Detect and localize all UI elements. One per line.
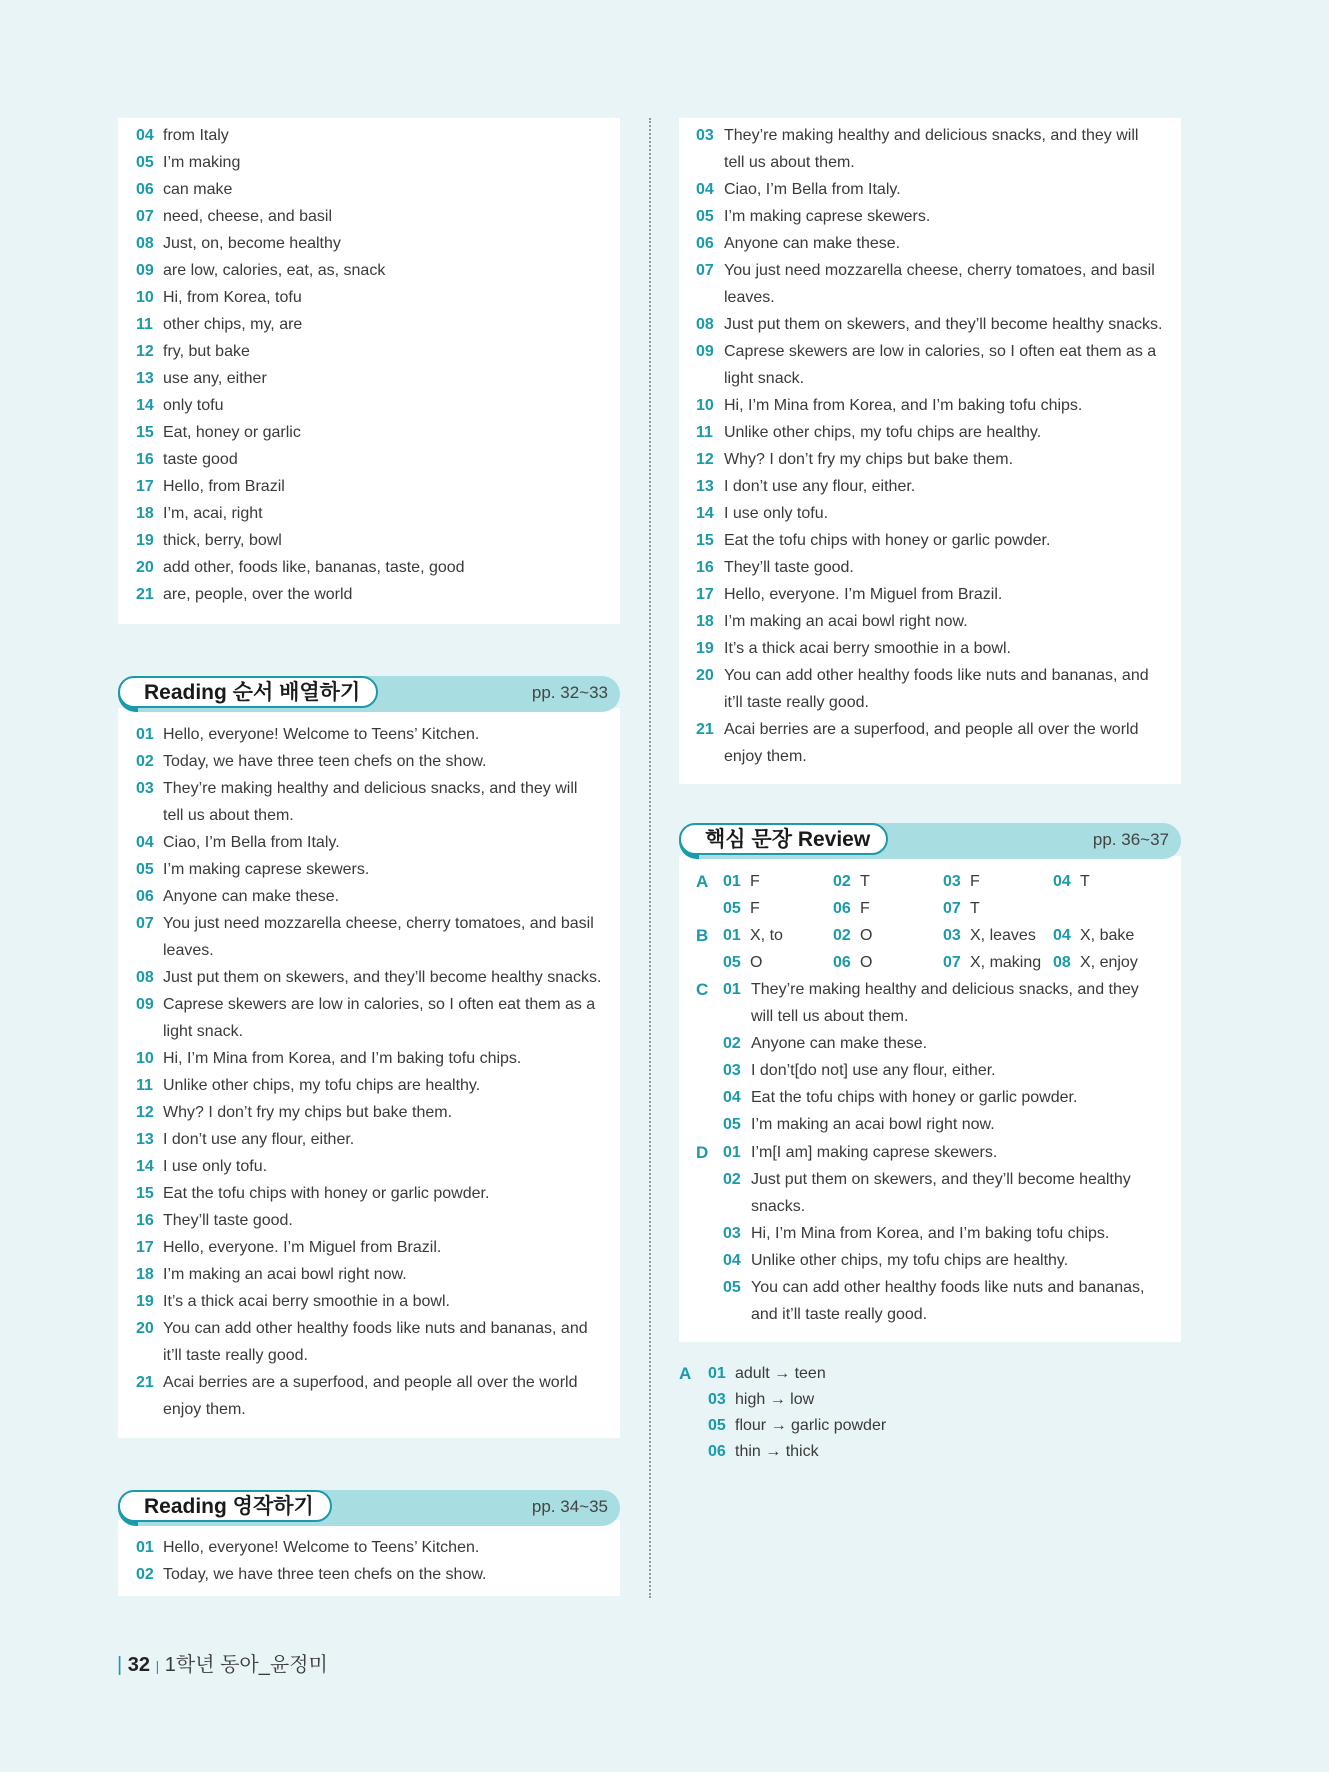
- item-text: Today, we have three teen chefs on the show.: [163, 753, 487, 770]
- answer-number: 04: [1053, 873, 1071, 890]
- answer-number: 01: [723, 873, 741, 890]
- item-number: 04: [696, 181, 714, 198]
- item-text: It’s a thick acai berry smoothie in a bowl.: [724, 640, 1011, 657]
- reading-order-pages: pp. 32~33: [531, 683, 608, 702]
- item-number: 11: [696, 424, 713, 441]
- item-number: 17: [136, 1239, 154, 1256]
- item-text: use any, either: [163, 370, 267, 387]
- section-letter: A: [679, 1364, 692, 1383]
- answer-value: T: [860, 873, 870, 890]
- reading-order-header: [118, 676, 620, 712]
- item-number: 11: [136, 316, 153, 333]
- item-text: Just put them on skewers, and they’ll become healthy snacks.: [163, 969, 602, 986]
- item-text: You can add other healthy foods like nuts and bananas, and: [163, 1320, 588, 1337]
- item-text: need, cheese, and basil: [163, 208, 333, 225]
- item-text: Unlike other chips, my tofu chips are healthy.: [163, 1077, 481, 1094]
- d-text: Unlike other chips, my tofu chips are healthy.: [751, 1252, 1069, 1269]
- item-text: from Italy: [163, 127, 229, 144]
- item-text: They’re making healthy and delicious snacks, and they will: [724, 127, 1139, 144]
- item-number: 20: [136, 1320, 154, 1337]
- item-text: it’ll taste really good.: [163, 1347, 308, 1364]
- item-text: I’m making an acai bowl right now.: [724, 613, 968, 630]
- answer-value: O: [750, 954, 763, 971]
- item-number: 01: [136, 726, 154, 743]
- item-text: only tofu: [163, 397, 224, 414]
- item-number: 03: [696, 127, 714, 144]
- item-number: 04: [136, 834, 154, 851]
- item-text: Caprese skewers are low in calories, so I often eat them as a: [724, 343, 1157, 360]
- item-number: 18: [696, 613, 714, 630]
- d-number: 01: [723, 1144, 741, 1161]
- item-text: it’ll taste really good.: [724, 694, 869, 711]
- item-number: 18: [136, 505, 154, 522]
- item-text: Hello, everyone. I’m Miguel from Brazil.: [163, 1239, 442, 1256]
- item-text: leaves.: [724, 289, 775, 306]
- answer-number: 08: [1053, 954, 1071, 971]
- item-number: 14: [136, 1158, 154, 1175]
- item-number: 04: [136, 127, 154, 144]
- item-number: 19: [696, 640, 714, 657]
- item-number: 15: [136, 424, 154, 441]
- item-text: are low, calories, eat, as, snack: [163, 262, 386, 279]
- c-number: 04: [723, 1089, 741, 1106]
- answer-value: X, bake: [1080, 927, 1135, 944]
- item-text: I’m, acai, right: [163, 505, 263, 522]
- item-number: 07: [136, 915, 154, 932]
- item-number: 01: [136, 1539, 154, 1556]
- item-text: I’m making caprese skewers.: [163, 861, 370, 878]
- answer-value: F: [750, 873, 760, 890]
- item-text: enjoy them.: [724, 748, 807, 765]
- item-text: You can add other healthy foods like nuts and bananas, and: [724, 667, 1149, 684]
- item-text: Anyone can make these.: [163, 888, 340, 905]
- item-number: 05: [696, 208, 714, 225]
- item-number: 01: [708, 1365, 726, 1382]
- d-text: I’m[I am] making caprese skewers.: [751, 1144, 998, 1161]
- item-number: 12: [136, 1104, 154, 1121]
- item-number: 16: [136, 451, 154, 468]
- answer-number: 02: [833, 927, 851, 944]
- item-number: 06: [708, 1443, 726, 1460]
- item-text: Just put them on skewers, and they’ll become healthy snacks.: [724, 316, 1163, 333]
- item-number: 07: [136, 208, 154, 225]
- d-text: snacks.: [751, 1198, 806, 1215]
- c-text: I don’t[do not] use any flour, either.: [751, 1062, 996, 1079]
- item-text: Acai berries are a superfood, and people all over the world: [724, 721, 1139, 738]
- item-number: 17: [696, 586, 714, 603]
- item-text: I use only tofu.: [724, 505, 829, 522]
- answer-number: 04: [1053, 927, 1071, 944]
- item-text: tell us about them.: [724, 154, 855, 171]
- answer-value: X, enjoy: [1080, 954, 1138, 971]
- item-text: Hi, from Korea, tofu: [163, 289, 302, 306]
- item-number: 15: [696, 532, 714, 549]
- item-text: Hello, everyone! Welcome to Teens’ Kitchen.: [163, 1539, 480, 1556]
- item-text: Anyone can make these.: [724, 235, 901, 252]
- item-text: light snack.: [163, 1023, 244, 1040]
- answer-value: X, leaves: [970, 927, 1036, 944]
- answer-number: 03: [943, 873, 961, 890]
- item-number: 19: [136, 1293, 154, 1310]
- item-text: Today, we have three teen chefs on the show.: [163, 1566, 487, 1583]
- c-number: 01: [723, 981, 741, 998]
- item-number: 13: [136, 1131, 154, 1148]
- item-number: 17: [136, 478, 154, 495]
- item-text: Caprese skewers are low in calories, so I often eat them as a: [163, 996, 596, 1013]
- item-text: high → low: [735, 1391, 815, 1408]
- answer-number: 03: [943, 927, 961, 944]
- item-text: You just need mozzarella cheese, cherry tomatoes, and basil: [724, 262, 1155, 279]
- answer-number: 01: [723, 927, 741, 944]
- answer-number: 06: [833, 900, 851, 917]
- item-number: 19: [136, 532, 154, 549]
- item-number: 08: [136, 235, 154, 252]
- item-text: They’ll taste good.: [163, 1212, 293, 1229]
- column-divider: [649, 118, 651, 1598]
- item-text: Unlike other chips, my tofu chips are healthy.: [724, 424, 1042, 441]
- item-number: 18: [136, 1266, 154, 1283]
- review-pages: pp. 36~37: [1092, 830, 1169, 849]
- item-text: I don’t use any flour, either.: [163, 1131, 355, 1148]
- item-number: 11: [136, 1077, 153, 1094]
- footer-bar: |: [117, 1654, 123, 1676]
- item-text: Just, on, become healthy: [163, 235, 341, 252]
- item-number: 16: [696, 559, 714, 576]
- item-text: Hello, everyone. I’m Miguel from Brazil.: [724, 586, 1003, 603]
- item-number: 09: [136, 262, 154, 279]
- c-text: will tell us about them.: [751, 1008, 909, 1025]
- d-text: You can add other healthy foods like nuts and bananas,: [751, 1279, 1145, 1296]
- item-number: 14: [136, 397, 154, 414]
- item-text: Hi, I’m Mina from Korea, and I’m baking tofu chips.: [163, 1050, 522, 1067]
- answer-number: 07: [943, 954, 961, 971]
- item-text: Acai berries are a superfood, and people all over the world: [163, 1374, 578, 1391]
- item-text: Why? I don’t fry my chips but bake them.: [724, 451, 1014, 468]
- item-text: adult → teen: [735, 1365, 826, 1382]
- item-text: I’m making an acai bowl right now.: [163, 1266, 407, 1283]
- item-text: Eat, honey or garlic: [163, 424, 301, 441]
- review-header: [679, 823, 1181, 859]
- item-text: I don’t use any flour, either.: [724, 478, 916, 495]
- footer-label: 1학년 동아_윤정미: [164, 1654, 328, 1676]
- c-text: Anyone can make these.: [751, 1035, 928, 1052]
- answer-value: F: [750, 900, 760, 917]
- item-number: 20: [136, 559, 154, 576]
- item-text: Why? I don’t fry my chips but bake them.: [163, 1104, 453, 1121]
- item-text: leaves.: [163, 942, 214, 959]
- answer-value: F: [970, 873, 980, 890]
- d-number: 05: [723, 1279, 741, 1296]
- item-text: flour → garlic powder: [735, 1417, 887, 1434]
- c-number: 05: [723, 1116, 741, 1133]
- c-text: Eat the tofu chips with honey or garlic powder.: [751, 1089, 1078, 1106]
- d-number: 04: [723, 1252, 741, 1269]
- item-text: Hi, I’m Mina from Korea, and I’m baking tofu chips.: [724, 397, 1083, 414]
- item-number: 13: [696, 478, 714, 495]
- item-text: are, people, over the world: [163, 586, 353, 603]
- answer-number: 05: [723, 900, 741, 917]
- item-text: It’s a thick acai berry smoothie in a bowl.: [163, 1293, 450, 1310]
- answer-value: T: [1080, 873, 1090, 890]
- item-text: Hello, from Brazil: [163, 478, 285, 495]
- section-letter-a: A: [696, 872, 709, 891]
- item-number: 06: [136, 888, 154, 905]
- item-text: fry, but bake: [163, 343, 250, 360]
- page-number: 32: [127, 1654, 151, 1676]
- d-text: Hi, I’m Mina from Korea, and I’m baking tofu chips.: [751, 1225, 1110, 1242]
- item-text: light snack.: [724, 370, 805, 387]
- answer-value: O: [860, 927, 873, 944]
- item-number: 12: [136, 343, 154, 360]
- item-number: 03: [136, 780, 154, 797]
- answer-value: O: [860, 954, 873, 971]
- item-number: 21: [696, 721, 714, 738]
- answer-number: 07: [943, 900, 961, 917]
- item-number: 05: [136, 861, 154, 878]
- item-number: 14: [696, 505, 714, 522]
- item-number: 06: [136, 181, 154, 198]
- item-number: 05: [136, 154, 154, 171]
- reading-writing-title: Reading 영작하기: [118, 1490, 332, 1522]
- item-text: enjoy them.: [163, 1401, 246, 1418]
- item-number: 16: [136, 1212, 154, 1229]
- item-number: 10: [696, 397, 714, 414]
- item-number: 10: [136, 1050, 154, 1067]
- item-text: tell us about them.: [163, 807, 294, 824]
- item-text: They’re making healthy and delicious snacks, and they will: [163, 780, 578, 797]
- answer-value: X, to: [750, 927, 783, 944]
- c-number: 03: [723, 1062, 741, 1079]
- section-letter-d: D: [696, 1143, 709, 1162]
- footer-bar: |: [155, 1658, 160, 1674]
- c-number: 02: [723, 1035, 741, 1052]
- item-text: add other, foods like, bananas, taste, good: [163, 559, 465, 576]
- page-footer: [117, 1652, 328, 1679]
- reading-writing-pages: pp. 34~35: [531, 1497, 608, 1516]
- c-text: They’re making healthy and delicious snacks, and they: [751, 981, 1139, 998]
- item-text: thick, berry, bowl: [163, 532, 282, 549]
- item-number: 15: [136, 1185, 154, 1202]
- item-text: I’m making: [163, 154, 241, 171]
- item-text: can make: [163, 181, 233, 198]
- item-text: Eat the tofu chips with honey or garlic powder.: [163, 1185, 490, 1202]
- item-number: 12: [696, 451, 714, 468]
- answer-value: X, making: [970, 954, 1042, 971]
- c-text: I’m making an acai bowl right now.: [751, 1116, 995, 1133]
- answer-number: 02: [833, 873, 851, 890]
- item-number: 09: [696, 343, 714, 360]
- item-number: 13: [136, 370, 154, 387]
- item-text: Ciao, I’m Bella from Italy.: [163, 834, 340, 851]
- item-number: 02: [136, 753, 154, 770]
- d-text: and it’ll taste really good.: [751, 1306, 928, 1323]
- item-number: 07: [696, 262, 714, 279]
- item-number: 21: [136, 1374, 154, 1391]
- answer-number: 05: [723, 954, 741, 971]
- item-text: thin → thick: [735, 1443, 819, 1460]
- item-number: 03: [708, 1391, 726, 1408]
- d-text: Just put them on skewers, and they’ll become healthy: [751, 1171, 1131, 1188]
- item-number: 10: [136, 289, 154, 306]
- item-text: taste good: [163, 451, 238, 468]
- item-number: 20: [696, 667, 714, 684]
- item-number: 09: [136, 996, 154, 1013]
- item-text: They’ll taste good.: [724, 559, 854, 576]
- section-letter-c: C: [696, 980, 709, 999]
- answer-value: T: [970, 900, 980, 917]
- item-number: 08: [136, 969, 154, 986]
- review-title: 핵심 문장 Review: [679, 823, 888, 855]
- item-text: I use only tofu.: [163, 1158, 268, 1175]
- d-number: 02: [723, 1171, 741, 1188]
- item-number: 21: [136, 586, 154, 603]
- d-number: 03: [723, 1225, 741, 1242]
- answer-value: F: [860, 900, 870, 917]
- item-text: I’m making caprese skewers.: [724, 208, 931, 225]
- item-number: 08: [696, 316, 714, 333]
- item-text: Hello, everyone! Welcome to Teens’ Kitchen.: [163, 726, 480, 743]
- reading-order-title: Reading 순서 배열하기: [118, 676, 378, 708]
- item-text: You just need mozzarella cheese, cherry tomatoes, and basil: [163, 915, 594, 932]
- item-number: 05: [708, 1417, 726, 1434]
- section-letter-b: B: [696, 926, 709, 945]
- item-text: other chips, my, are: [163, 316, 303, 333]
- reading-writing-header: [118, 1490, 620, 1526]
- item-number: 06: [696, 235, 714, 252]
- item-number: 02: [136, 1566, 154, 1583]
- item-text: Ciao, I’m Bella from Italy.: [724, 181, 901, 198]
- answer-number: 06: [833, 954, 851, 971]
- item-text: Eat the tofu chips with honey or garlic powder.: [724, 532, 1051, 549]
